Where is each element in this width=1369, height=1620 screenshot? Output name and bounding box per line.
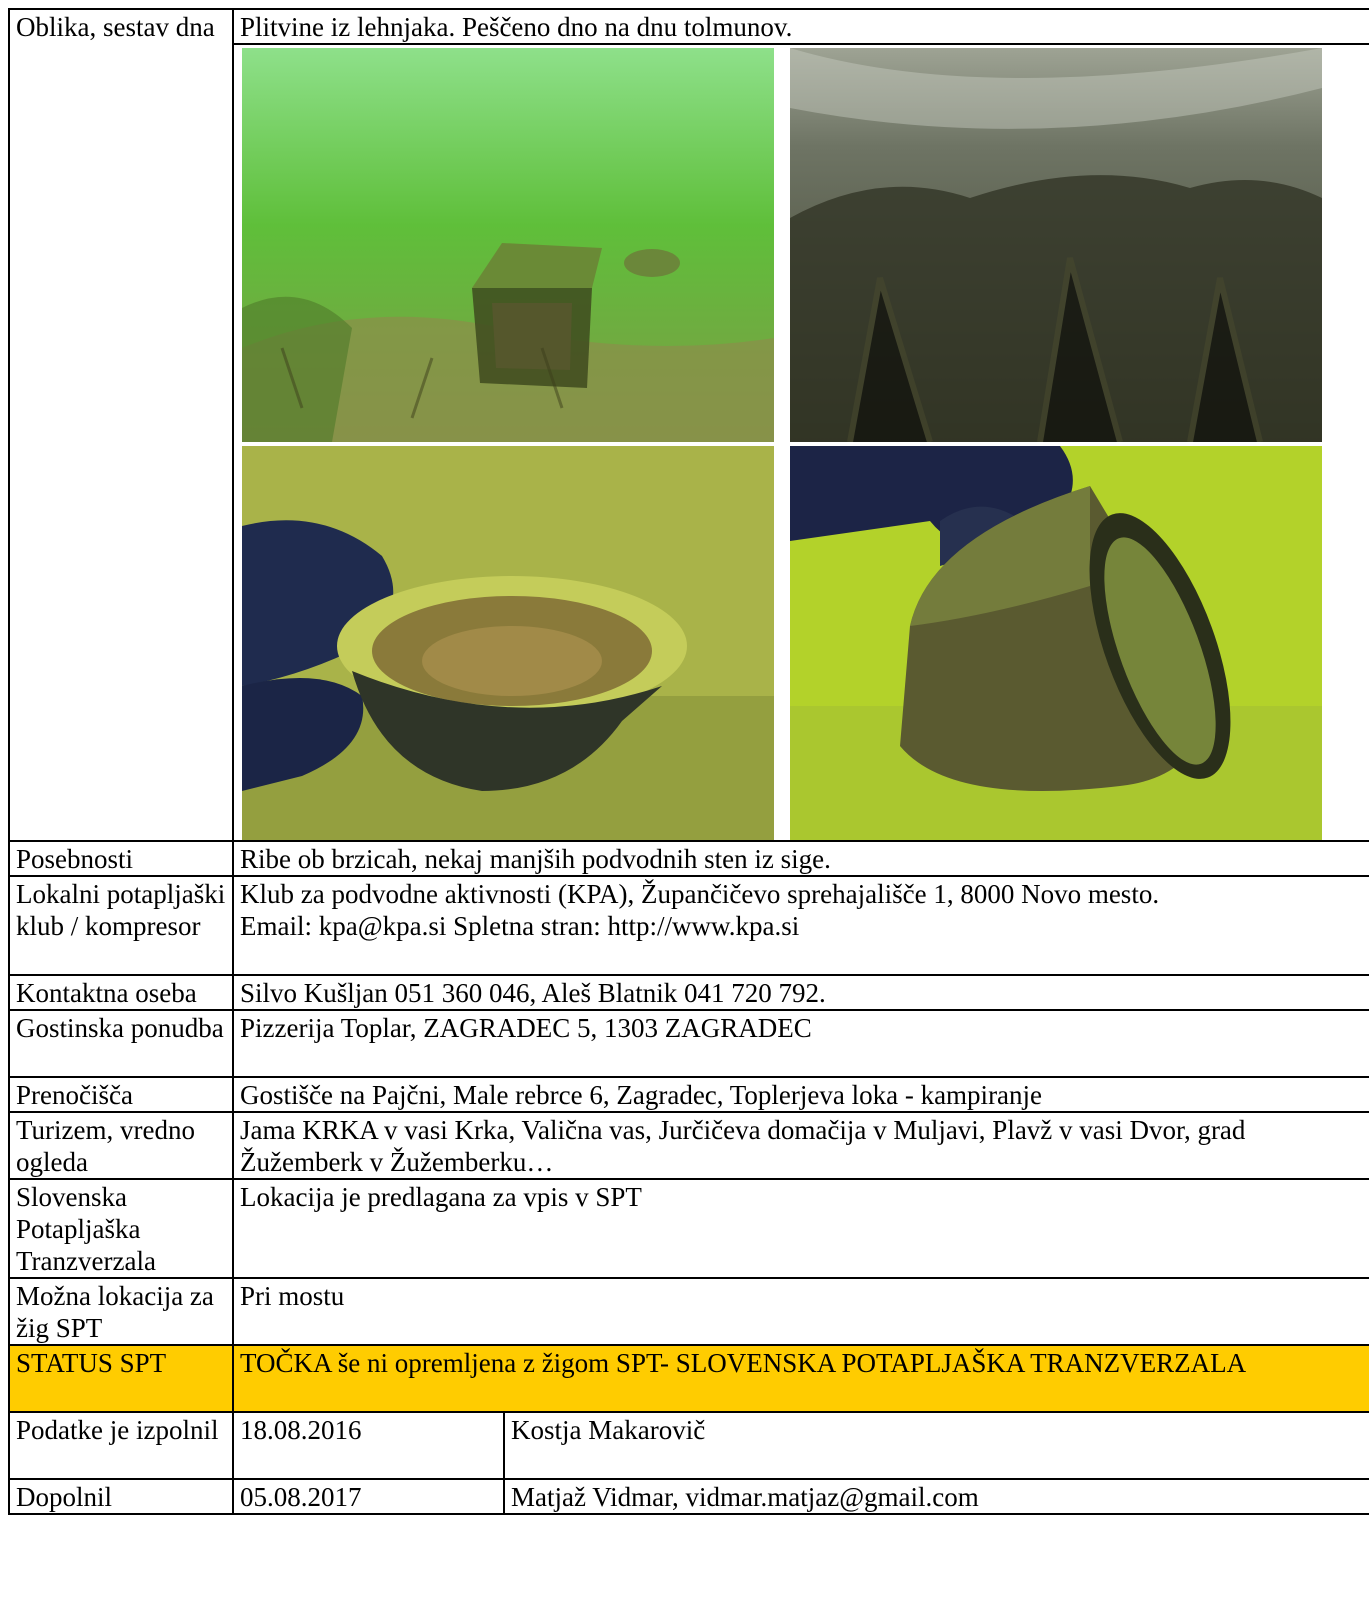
dive-site-sheet: [8, 8, 1369, 1620]
row-contact: [9, 975, 1369, 1010]
row-tourism: [9, 1112, 1369, 1179]
photo-ceramic-bowl: [242, 446, 774, 840]
dive-site-table: [8, 8, 1369, 1515]
row-special: [9, 841, 1369, 876]
label-contact: Kontaktna oseba: [9, 975, 233, 1010]
value-tourism: Jama KRKA v vasi Krka, Valična vas, Jurčičeva domačija v Muljavi, Plavž v vasi Dvor, grad Žužemberk v Žužemberku…: [233, 1112, 1369, 1179]
row-bottom: [9, 9, 1369, 44]
label-filled: Podatke je izpolnil: [9, 1412, 233, 1479]
filled-name: Kostja Makarovič: [504, 1412, 1369, 1479]
amended-name: Matjaž Vidmar, vidmar.matjaz@gmail.com: [504, 1479, 1369, 1514]
value-contact: Silvo Kušljan 051 360 046, Aleš Blatnik 041 720 792.: [233, 975, 1369, 1010]
label-amended: Dopolnil: [9, 1479, 233, 1514]
label-tourism: Turizem, vredno ogleda: [9, 1112, 233, 1179]
value-special: Ribe ob brzicah, nekaj manjših podvodnih sten iz sige.: [233, 841, 1369, 876]
value-stamp: Pri mostu: [233, 1278, 1369, 1345]
photo-grid: [240, 46, 1366, 840]
label-spt: Slovenska Potapljaška Tranzverzala: [9, 1179, 233, 1278]
label-status: STATUS SPT: [9, 1345, 233, 1412]
row-filled: [9, 1412, 1369, 1479]
photo-underwater-crate: [242, 48, 774, 442]
photo-ceramic-pot: [790, 446, 1322, 840]
label-bottom: Oblika, sestav dna: [9, 9, 233, 841]
row-amended: [9, 1479, 1369, 1514]
filled-date: 18.08.2016: [233, 1412, 504, 1479]
value-food: Pizzerija Toplar, ZAGRADEC 5, 1303 ZAGRADEC: [233, 1010, 1369, 1077]
label-club: Lokalni potapljaški klub / kompresor: [9, 876, 233, 975]
row-club: [9, 876, 1369, 975]
label-special: Posebnosti: [9, 841, 233, 876]
row-spt: [9, 1179, 1369, 1278]
value-spt: Lokacija je predlagana za vpis v SPT: [233, 1179, 1369, 1278]
row-lodging: [9, 1077, 1369, 1112]
value-club: [233, 876, 1369, 975]
value-lodging: Gostišče na Pajčni, Male rebrce 6, Zagradec, Toplerjeva loka - kampiranje: [233, 1077, 1369, 1112]
row-stamp: [9, 1278, 1369, 1345]
club-address: Klub za podvodne aktivnosti (KPA), Župančičevo sprehajališče 1, 8000 Novo mesto.: [240, 879, 1160, 909]
value-status: TOČKA še ni opremljena z žigom SPT- SLOVENSKA POTAPLJAŠKA TRANZVERZALA: [233, 1345, 1369, 1412]
amended-date: 05.08.2017: [233, 1479, 504, 1514]
row-status: [9, 1345, 1369, 1412]
photo-underwater-wall: [790, 48, 1322, 442]
photo-cell: [233, 44, 1369, 841]
row-food: [9, 1010, 1369, 1077]
club-contact: Email: kpa@kpa.si Spletna stran: http://www.kpa.si: [240, 911, 800, 941]
label-food: Gostinska ponudba: [9, 1010, 233, 1077]
value-bottom: Plitvine iz lehnjaka. Peščeno dno na dnu tolmunov.: [233, 9, 1369, 44]
label-lodging: Prenočišča: [9, 1077, 233, 1112]
label-stamp: Možna lokacija za žig SPT: [9, 1278, 233, 1345]
